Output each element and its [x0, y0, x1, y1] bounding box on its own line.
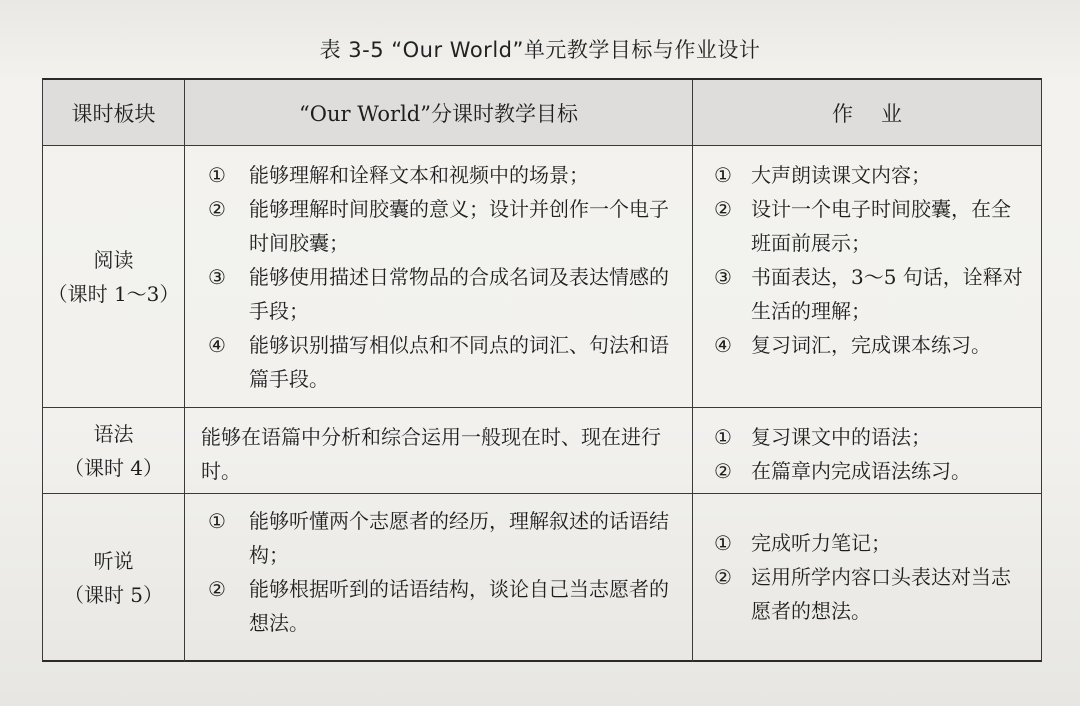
- objectives-cell: [185, 408, 693, 493]
- objective-text: 能够识别描写相似点和不同点的词汇、句法和语篇手段。: [249, 333, 669, 391]
- item-number: ②: [208, 577, 226, 601]
- header-lesson-block: 课时板块: [71, 101, 156, 126]
- item-number: ①: [714, 531, 732, 555]
- item-number: ②: [714, 197, 732, 221]
- item-number: ④: [208, 333, 226, 357]
- homework-item: [709, 158, 1025, 192]
- lesson-block-cell: [43, 146, 185, 407]
- table-row-reading: [43, 146, 1041, 408]
- homework-text: 复习课文中的语法；: [751, 425, 931, 449]
- homework-item: [709, 328, 1025, 362]
- objectives-cell: [185, 146, 693, 407]
- table-row-grammar: [43, 408, 1041, 494]
- homework-text: 书面表达，3～5 句话，诠释对生活的理解；: [751, 265, 1023, 323]
- homework-item: [709, 192, 1025, 260]
- homework-text: 完成听力笔记；: [751, 531, 891, 555]
- item-number: ①: [714, 425, 732, 449]
- homework-item: [709, 526, 1025, 560]
- lesson-range: （课时 1～3）: [47, 281, 180, 306]
- homework-text: 在篇章内完成语法练习。: [751, 459, 971, 483]
- header-objectives: “Our World”分课时教学目标: [299, 101, 578, 126]
- objective-item: [203, 328, 674, 396]
- item-number: ②: [208, 197, 226, 221]
- objective-item: [203, 158, 674, 192]
- objective-item: [203, 192, 674, 260]
- lesson-range: （课时 5）: [63, 583, 164, 607]
- objective-text: 能够使用描述日常物品的合成名词及表达情感的手段；: [249, 265, 669, 323]
- table-caption: 表 3-5 “Our World”单元教学目标与作业设计: [319, 38, 761, 62]
- item-number: ④: [714, 333, 732, 357]
- objective-item: [203, 504, 674, 572]
- header-homework: 作业: [832, 101, 930, 126]
- item-number: ②: [714, 565, 732, 589]
- homework-text: 设计一个电子时间胶囊，在全班面前展示；: [751, 197, 1011, 255]
- section-name: 语法: [93, 421, 134, 446]
- table-header-row: [43, 80, 1041, 146]
- section-name: 阅读: [93, 247, 134, 272]
- item-number: ①: [208, 509, 226, 533]
- objective-item: [203, 260, 674, 328]
- objective-text: 能够根据听到的话语结构，谈论自己当志愿者的想法。: [249, 577, 669, 635]
- lesson-block-cell: [43, 494, 185, 662]
- homework-text: 运用所学内容口头表达对当志愿者的想法。: [751, 565, 1011, 623]
- item-number: ①: [208, 163, 226, 187]
- section-name: 听说: [93, 549, 134, 573]
- objectives-cell: [185, 494, 693, 662]
- objectives-homework-table: [42, 78, 1042, 662]
- lesson-block-cell: [43, 408, 185, 493]
- table-row-listening-speaking: [43, 494, 1041, 662]
- homework-item: [709, 454, 1025, 488]
- objective-text: 能够在语篇中分析和综合运用一般现在时、现在进行时。: [201, 425, 661, 483]
- objective-text: 能够听懂两个志愿者的经历，理解叙述的话语结构；: [249, 509, 669, 567]
- homework-text: 大声朗读课文内容；: [751, 163, 931, 187]
- item-number: ③: [714, 265, 732, 289]
- homework-cell: [693, 494, 1041, 662]
- header-cell-homework: [693, 80, 1041, 145]
- item-number: ②: [714, 459, 732, 483]
- lesson-range: （课时 4）: [63, 455, 164, 480]
- header-cell-objectives: [185, 80, 693, 145]
- item-number: ①: [714, 163, 732, 187]
- homework-item: [709, 260, 1025, 328]
- homework-cell: [693, 146, 1041, 407]
- objective-text: 能够理解和诠释文本和视频中的场景；: [249, 163, 589, 187]
- item-number: ③: [208, 265, 226, 289]
- objective-text: 能够理解时间胶囊的意义；设计并创作一个电子时间胶囊；: [249, 197, 669, 255]
- homework-text: 复习词汇，完成课本练习。: [751, 333, 991, 357]
- objective-item: [203, 572, 674, 640]
- homework-item: [709, 560, 1025, 628]
- homework-item: [709, 420, 1025, 454]
- homework-cell: [693, 408, 1041, 493]
- header-cell-lesson-block: [43, 80, 185, 145]
